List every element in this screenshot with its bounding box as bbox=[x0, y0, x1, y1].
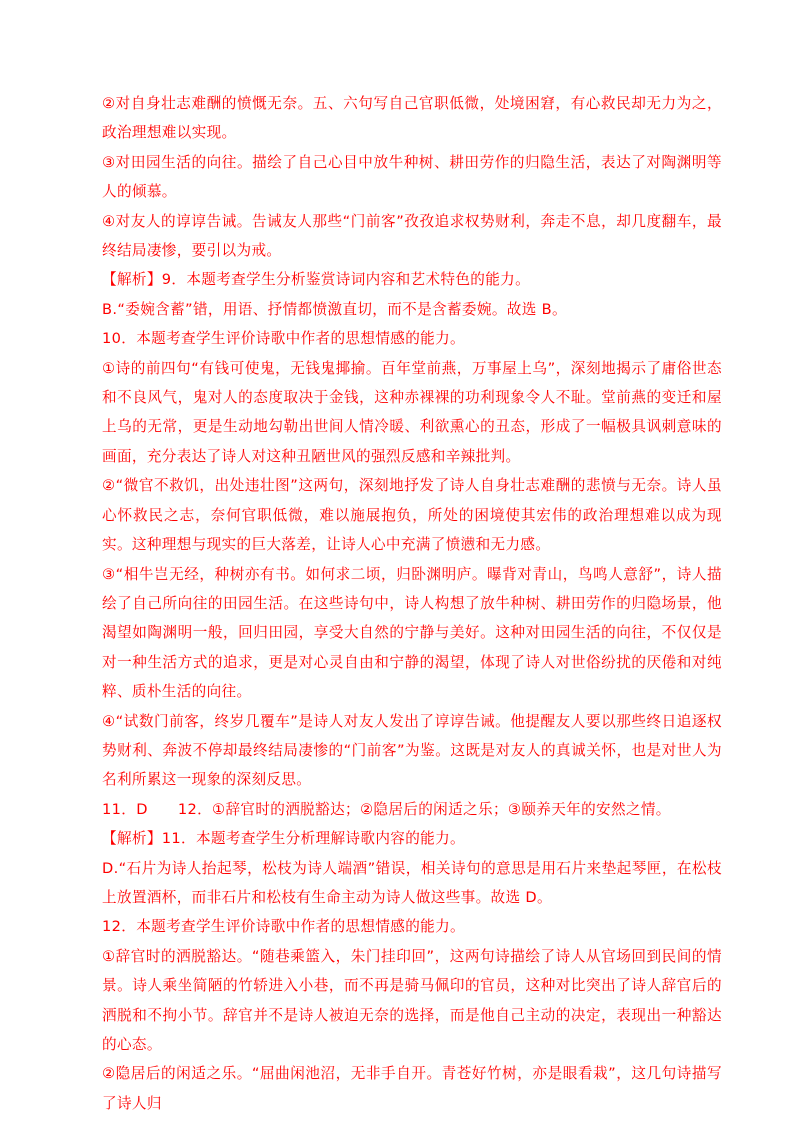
paragraph-2: ③对田园生活的向往。描绘了自己心目中放牛种树、耕田劳作的归隐生活，表达了对陶渊明等人的倾慕。 bbox=[102, 153, 722, 201]
answer-line-11-12 bbox=[102, 795, 722, 824]
answer-12: 12．①辞官时的洒脱豁达；②隐居后的闲适之乐；③颐养天年的安然之情。 bbox=[177, 800, 671, 818]
paragraph-7: ①诗的前四句“有钱可使鬼，无钱鬼揶揄。百年堂前燕，万事屋上乌”，深刻地揭示了庸俗世态和不良风气，鬼对人的态度取决于金钱，这种赤裸裸的功利现象令人不耻。堂前燕的变迁和屋上乌的无常，更是生动地勾勒出世间人情冷暖、利欲熏心的丑态，形成了一幅极具讽刺意味的画面，充分表达了诗人对这种丑陋世风的强烈反感和辛辣批判。 bbox=[102, 359, 722, 465]
paragraph-1: ②对自身壮志难酬的愤慨无奈。五、六句写自己官职低微，处境困窘，有心救民却无力为之，政治理想难以实现。 bbox=[102, 95, 722, 142]
paragraph-13: D.“石片为诗人抬起琴，松枝为诗人端酒”错误，相关诗句的意思是用石片来垫起琴匣，在松枝上放置酒杯，而非石片和松枝有生命主动为诗人做这些事。故选 D。 bbox=[102, 859, 722, 906]
answer-analysis-text bbox=[102, 89, 722, 1118]
question-10-heading: 10．本题考查学生评价诗歌中作者的思想情感的能力。 bbox=[102, 330, 465, 348]
paragraph-5: B.“委婉含蓄”错，用语、抒情都愤激直切，而不是含蓄委婉。故选 B。 bbox=[102, 300, 567, 318]
paragraph-8: ②“微官不救饥，出处违壮图”这两句，深刻地抒发了诗人自身壮志难酬的悲愤与无奈。诗人虽心怀救民之志，奈何官职低微，难以施展抱负，所处的困境使其宏伟的政治理想难以成为现实。这种理想与现实的巨大落差，让诗人心中充满了愤懑和无力感。 bbox=[102, 477, 722, 554]
paragraph-16: ②隐居后的闲适之乐。“屈曲闲池沼，无非手自开。青苍好竹树，亦是眼看栽”，这几句诗描写了诗人归 bbox=[102, 1065, 722, 1112]
answer-11: 11．D bbox=[102, 800, 148, 818]
analysis-heading-9: 【解析】9．本题考查学生分析鉴赏诗词内容和艺术特色的能力。 bbox=[102, 271, 531, 289]
paragraph-3: ④对友人的谆谆告诫。告诫友人那些“门前客”孜孜追求权势财利，奔走不息，却几度翻车，最终结局凄惨，要引以为戒。 bbox=[102, 212, 722, 260]
paragraph-15: ①辞官时的洒脱豁达。“随巷乘篮入，朱门挂印回”，这两句诗描绘了诗人从官场回到民间的情景。诗人乘坐简陋的竹轿进入小巷，而不再是骑马佩印的官员，这种对比突出了诗人辞官后的洒脱和不拘小节。辞官并不是诗人被迫无奈的选择，而是他自己主动的决定，表现出一种豁达的心态。 bbox=[102, 947, 722, 1053]
paragraph-9: ③“相牛岂无经，种树亦有书。如何求二顷，归卧渊明庐。曝背对青山，鸟鸣人意舒”，诗人描绘了自己所向往的田园生活。在这些诗句中，诗人构想了放牛种树、耕田劳作的归隐场景，他渴望如陶渊明一般，回归田园，享受大自然的宁静与美好。这种对田园生活的向往，不仅仅是对一种生活方式的追求，更是对心灵自由和宁静的渴望，体现了诗人对世俗纷扰的厌倦和对纯粹、质朴生活的向往。 bbox=[102, 565, 722, 701]
analysis-heading-11: 【解析】11．本题考查学生分析理解诗歌内容的能力。 bbox=[102, 830, 465, 848]
question-12-heading: 12．本题考查学生评价诗歌中作者的思想情感的能力。 bbox=[102, 918, 465, 936]
paragraph-10: ④“试数门前客，终岁几覆车”是诗人对友人发出了谆谆告诫。他提醒友人要以那些终日追逐权势财利、奔波不停却最终结局凄惨的“门前客”为鉴。这既是对友人的真诚关怀，也是对世人为名利所累这一现象的深刻反思。 bbox=[102, 712, 722, 789]
